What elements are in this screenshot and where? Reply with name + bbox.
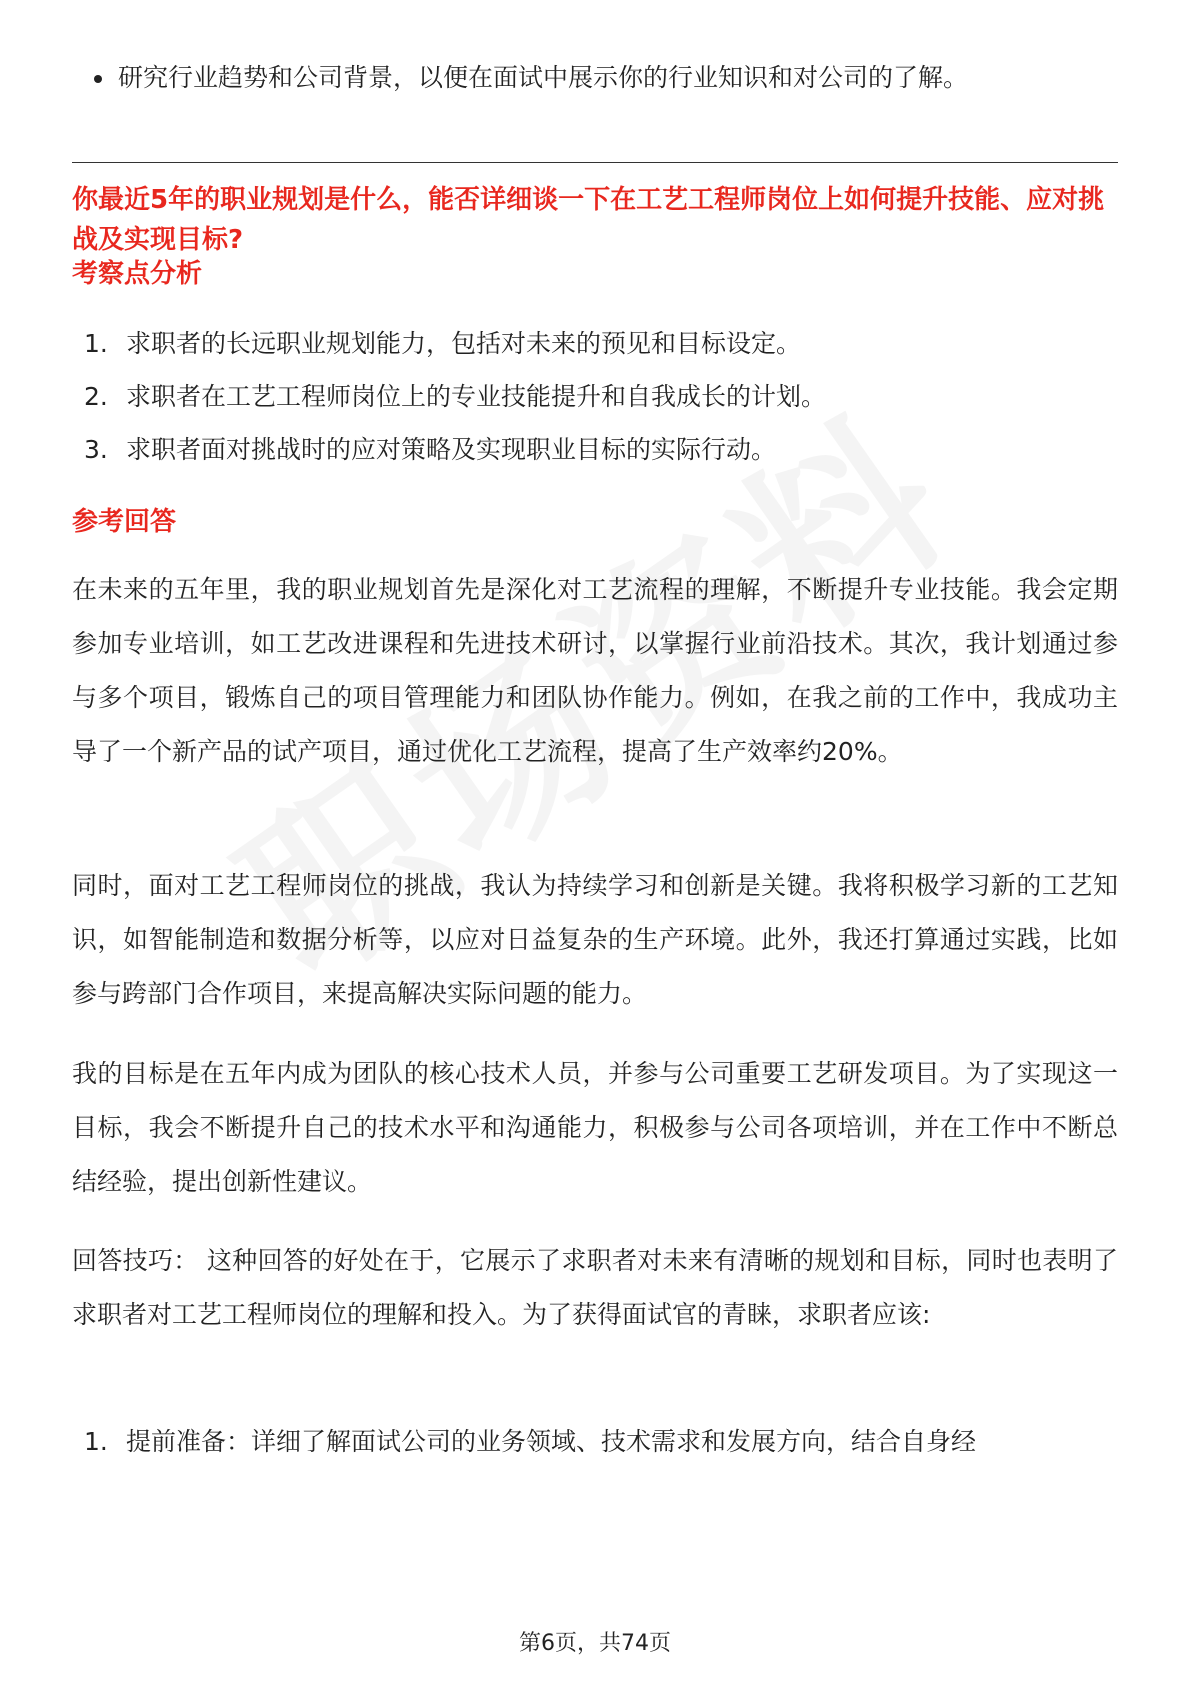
analysis-title: 考察点分析 <box>72 259 203 289</box>
list-item-text: 提前准备：详细了解面试公司的业务领域、技术需求和发展方向，结合自身经 <box>126 1427 977 1456</box>
list-item <box>72 430 1118 470</box>
answer-paragraph: 我的目标是在五年内成为团队的核心技术人员，并参与公司重要工艺研发项目。为了实现这一目标，我会不断提升自己的技术水平和沟通能力，积极参与公司各项培训，并在工作中不断总结经验，提出创新性建议。 <box>72 1059 1118 1196</box>
list-item-text: 求职者面对挑战时的应对策略及实现职业目标的实际行动。 <box>126 435 777 464</box>
answer-title: 参考回答 <box>72 507 177 537</box>
list-item <box>72 324 1118 364</box>
list-item: 研究行业趋势和公司背景，以便在面试中展示你的行业知识和对公司的了解。 <box>72 58 1118 98</box>
list-item-text: 求职者在工艺工程师岗位上的专业技能提升和自我成长的计划。 <box>126 382 827 411</box>
answer-tips-paragraph: 回答技巧： 这种回答的好处在于，它展示了求职者对未来有清晰的规划和目标，同时也表明了求职者对工艺工程师岗位的理解和投入。为了获得面试官的青睐，求职者应该: <box>72 1246 1118 1329</box>
list-number: 1. <box>84 1427 108 1456</box>
analysis-list <box>72 324 1118 470</box>
top-bullet-list <box>72 58 1118 98</box>
question-heading: 你最近5年的职业规划是什么，能否详细谈一下在工艺工程师岗位上如何提升技能、应对挑战及实现目标? <box>72 185 1105 255</box>
list-number: 2. <box>84 382 108 411</box>
list-number: 1. <box>84 329 108 358</box>
list-number: 3. <box>84 435 108 464</box>
list-item-text: 求职者的长远职业规划能力，包括对未来的预见和目标设定。 <box>126 329 802 358</box>
list-item <box>72 377 1118 417</box>
section-divider <box>72 162 1118 163</box>
answer-paragraph: 在未来的五年里，我的职业规划首先是深化对工艺流程的理解，不断提升专业技能。我会定期参加专业培训，如工艺改进课程和先进技术研讨，以掌握行业前沿技术。其次，我计划通过参与多个项目，锻炼自己的项目管理能力和团队协作能力。例如，在我之前的工作中，我成功主导了一个新产品的试产项目，通过优化工艺流程，提高了生产效率约20%。 <box>72 575 1118 766</box>
list-item <box>72 1422 1118 1462</box>
tips-list <box>72 1422 1118 1462</box>
answer-paragraph: 同时，面对工艺工程师岗位的挑战，我认为持续学习和创新是关键。我将积极学习新的工艺知识，如智能制造和数据分析等，以应对日益复杂的生产环境。此外，我还打算通过实践，比如参与跨部门合作项目，来提高解决实际问题的能力。 <box>72 871 1118 1008</box>
page-footer: 第6页，共74页 <box>519 1631 671 1656</box>
